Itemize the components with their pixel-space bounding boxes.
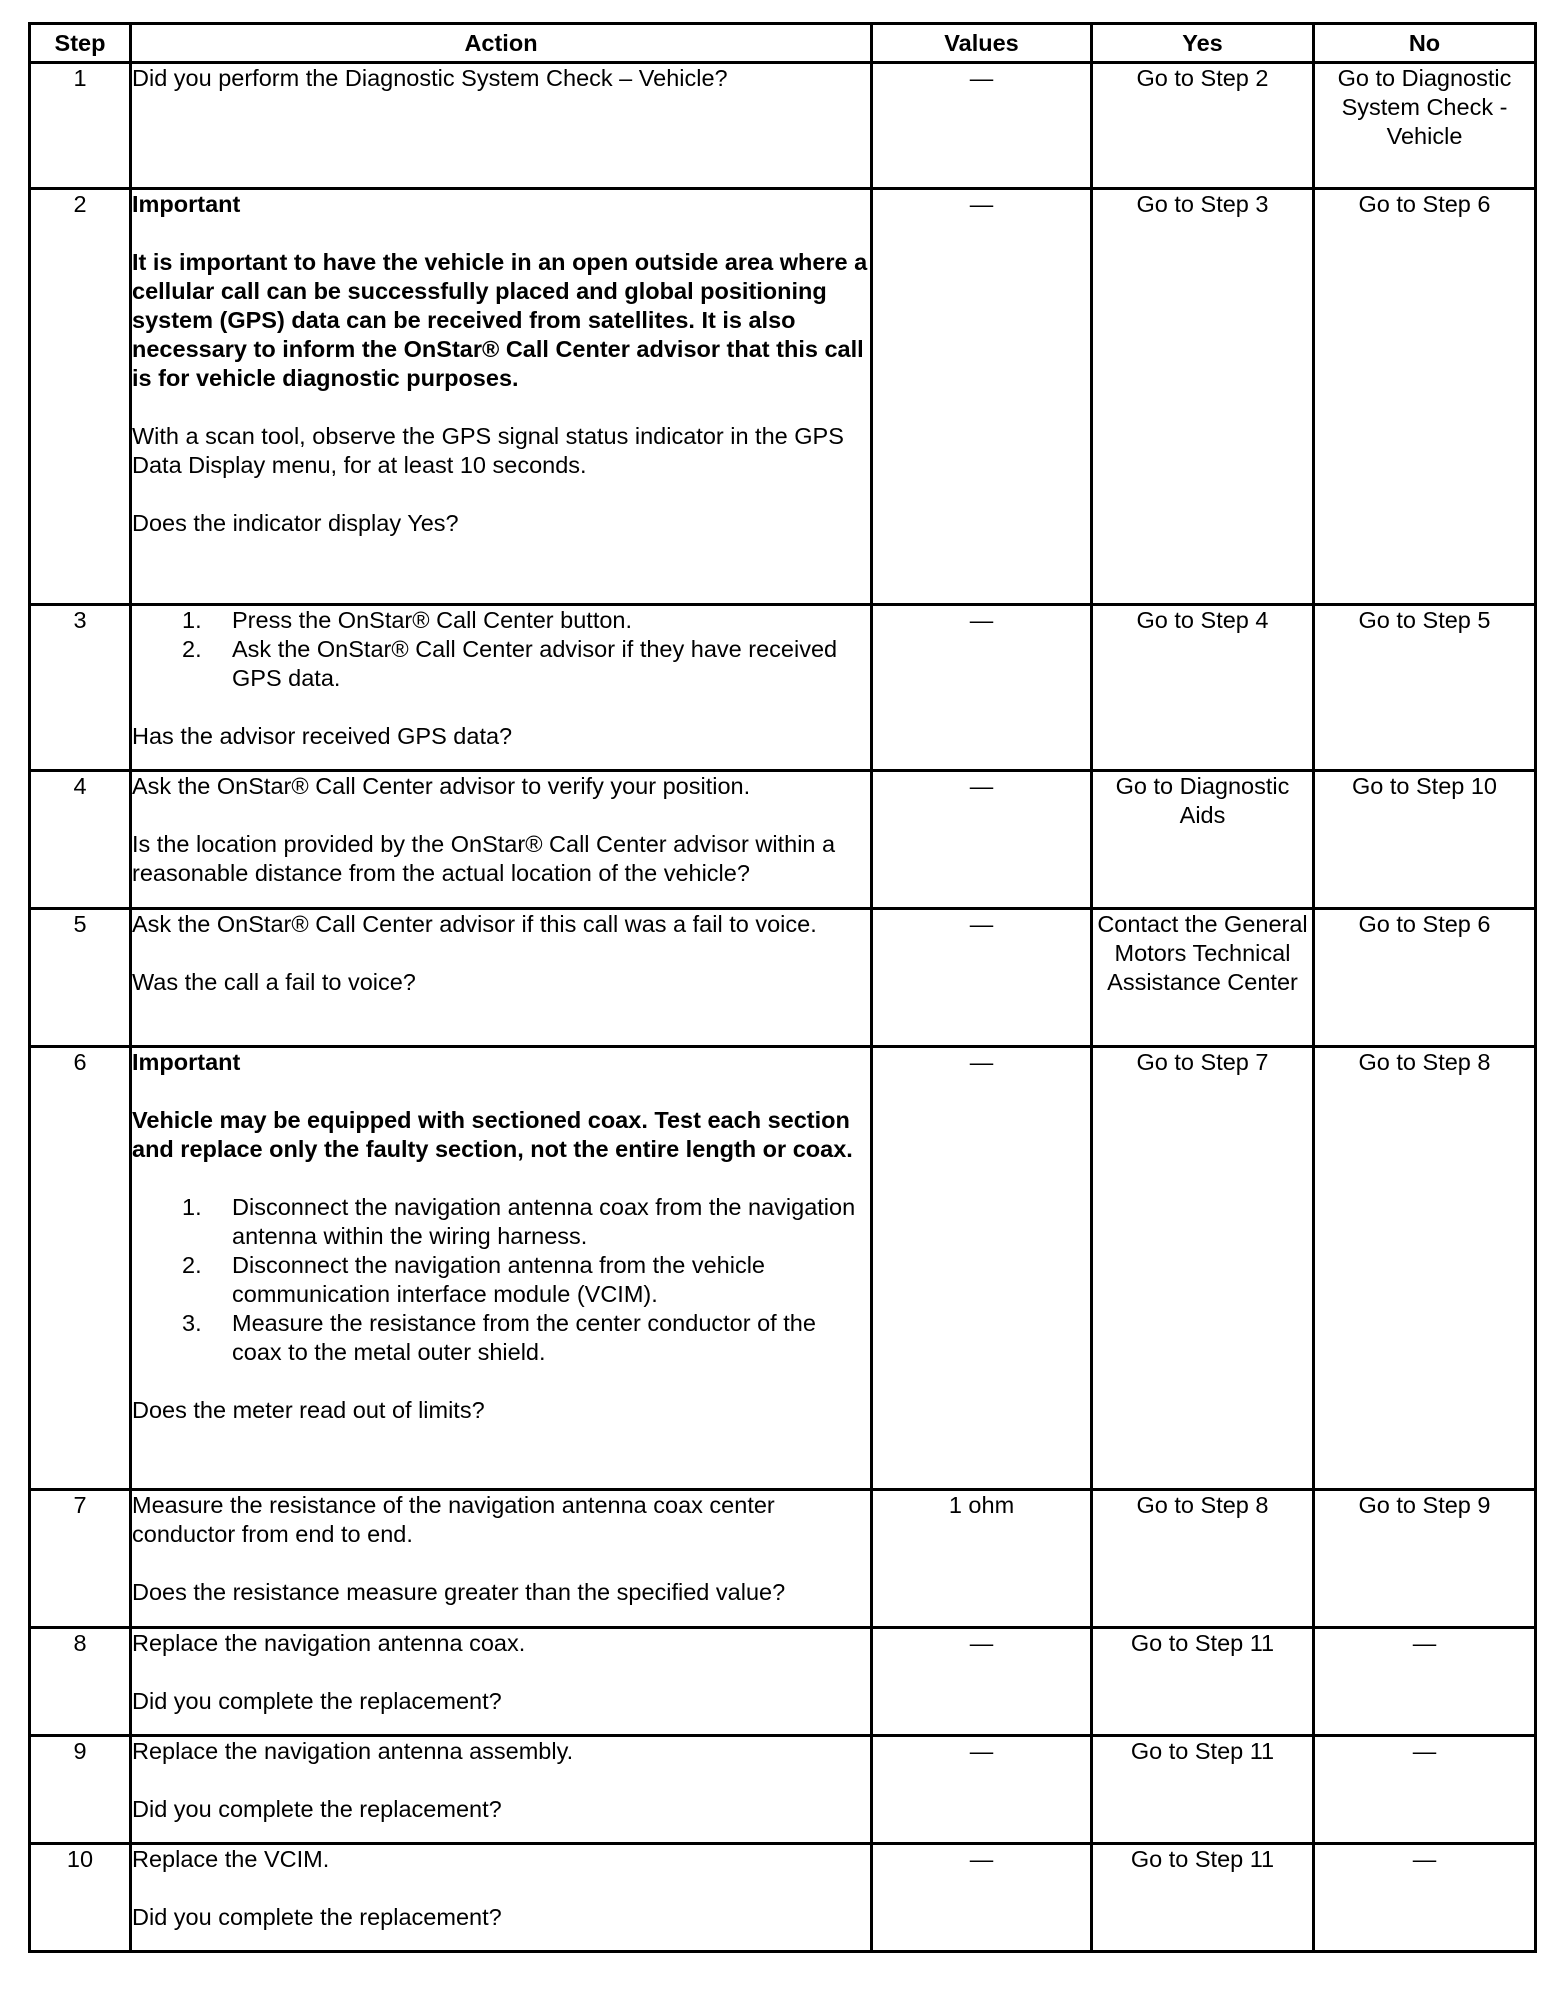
action-cell [131, 909, 872, 1047]
values-cell: — [872, 1628, 1092, 1736]
values-cell: — [872, 909, 1092, 1047]
yes-cell: Go to Step 8 [1092, 1490, 1314, 1628]
list-item-text: Disconnect the navigation antenna from the vehicle communication interface module (VCIM). [232, 1252, 765, 1307]
header-action: Action [131, 24, 872, 63]
values-cell: — [872, 63, 1092, 189]
instruction-text: Measure the resistance of the navigation antenna coax center conductor from end to end. [132, 1492, 775, 1547]
instruction-text: Replace the navigation antenna assembly. [132, 1738, 574, 1764]
important-text: It is important to have the vehicle in an open outside area where a cellular call can be successfully placed and global positioning system (GPS) data can be received from satellites. It is also necessary to inform the OnStar® Call Center advisor that this call is for vehicle diagnostic purposes. [132, 249, 868, 391]
table-row [30, 605, 1536, 771]
header-yes: Yes [1092, 24, 1314, 63]
question-text: Did you complete the replacement? [132, 1796, 502, 1822]
list-item: 3. Measure the resistance from the center conductor of the coax to the metal outer shield. [182, 1310, 816, 1365]
header-step: Step [30, 24, 131, 63]
instruction-text: Replace the navigation antenna coax. [132, 1630, 526, 1656]
list-item-text: Ask the OnStar® Call Center advisor if they have received GPS data. [232, 636, 838, 691]
values-cell: 1 ohm [872, 1490, 1092, 1628]
instruction-text: Ask the OnStar® Call Center advisor if this call was a fail to voice. [132, 911, 817, 937]
question-text: Did you perform the Diagnostic System Check – Vehicle? [132, 65, 728, 91]
header-no: No [1314, 24, 1536, 63]
question-text: Does the indicator display Yes? [132, 510, 459, 536]
no-cell: Go to Step 10 [1314, 771, 1536, 909]
action-cell [131, 1844, 872, 1952]
table-row [30, 1844, 1536, 1952]
list-item-text: Measure the resistance from the center conductor of the coax to the metal outer shield. [232, 1310, 816, 1365]
values-cell: — [872, 771, 1092, 909]
no-cell: — [1314, 1844, 1536, 1952]
header-values: Values [872, 24, 1092, 63]
question-text: Was the call a fail to voice? [132, 969, 416, 995]
yes-cell: Go to Step 11 [1092, 1736, 1314, 1844]
table-row [30, 189, 1536, 605]
question-text: Did you complete the replacement? [132, 1904, 502, 1930]
step-number: 10 [30, 1844, 131, 1952]
step-number: 9 [30, 1736, 131, 1844]
table-row [30, 1490, 1536, 1628]
no-cell: Go to Step 6 [1314, 189, 1536, 605]
procedure-list [132, 1193, 870, 1367]
step-number: 6 [30, 1047, 131, 1490]
yes-cell: Go to Step 11 [1092, 1628, 1314, 1736]
table-row [30, 1736, 1536, 1844]
no-cell: Go to Step 6 [1314, 909, 1536, 1047]
action-cell [131, 605, 872, 771]
table-row [30, 1628, 1536, 1736]
no-cell: — [1314, 1628, 1536, 1736]
list-item: 1. Press the OnStar® Call Center button. [182, 607, 633, 633]
yes-cell: Go to Step 7 [1092, 1047, 1314, 1490]
instruction-text: Replace the VCIM. [132, 1846, 330, 1872]
values-cell: — [872, 1047, 1092, 1490]
list-item: 2. Disconnect the navigation antenna from the vehicle communication interface module (VCIM). [182, 1252, 765, 1307]
table-row [30, 771, 1536, 909]
values-cell: — [872, 1844, 1092, 1952]
question-text: Is the location provided by the OnStar® Call Center advisor within a reasonable distance from the actual location of the vehicle? [132, 831, 836, 886]
action-cell [131, 63, 872, 189]
header-row [30, 24, 1536, 63]
yes-cell: Contact the General Motors Technical Assistance Center [1092, 909, 1314, 1047]
list-item: 1. Disconnect the navigation antenna coax from the navigation antenna within the wiring harness. [182, 1194, 856, 1249]
list-item-text: Press the OnStar® Call Center button. [232, 607, 633, 633]
yes-cell: Go to Diagnostic Aids [1092, 771, 1314, 909]
no-cell: Go to Step 5 [1314, 605, 1536, 771]
values-cell: — [872, 605, 1092, 771]
important-label: Important [132, 1049, 241, 1075]
values-cell: — [872, 189, 1092, 605]
yes-cell: Go to Step 4 [1092, 605, 1314, 771]
instruction-text: With a scan tool, observe the GPS signal status indicator in the GPS Data Display menu, for at least 10 seconds. [132, 423, 844, 478]
list-item-text: Disconnect the navigation antenna coax from the navigation antenna within the wiring harness. [232, 1194, 856, 1249]
no-cell: — [1314, 1736, 1536, 1844]
action-cell [131, 1628, 872, 1736]
step-number: 5 [30, 909, 131, 1047]
step-number: 7 [30, 1490, 131, 1628]
step-number: 8 [30, 1628, 131, 1736]
values-cell: — [872, 1736, 1092, 1844]
action-cell [131, 189, 872, 605]
yes-cell: Go to Step 11 [1092, 1844, 1314, 1952]
question-text: Does the meter read out of limits? [132, 1397, 485, 1423]
action-cell [131, 1736, 872, 1844]
no-cell: Go to Diagnostic System Check - Vehicle [1314, 63, 1536, 189]
step-number: 3 [30, 605, 131, 771]
question-text: Has the advisor received GPS data? [132, 723, 513, 749]
action-cell [131, 1047, 872, 1490]
important-text: Vehicle may be equipped with sectioned coax. Test each section and replace only the faulty section, not the entire length or coax. [132, 1107, 853, 1162]
yes-cell: Go to Step 3 [1092, 189, 1314, 605]
important-label: Important [132, 191, 241, 217]
step-number: 2 [30, 189, 131, 605]
step-number: 4 [30, 771, 131, 909]
yes-cell: Go to Step 2 [1092, 63, 1314, 189]
question-text: Did you complete the replacement? [132, 1688, 502, 1714]
table-row [30, 1047, 1536, 1490]
table-row [30, 63, 1536, 189]
question-text: Does the resistance measure greater than the specified value? [132, 1579, 786, 1605]
no-cell: Go to Step 9 [1314, 1490, 1536, 1628]
action-cell [131, 771, 872, 909]
table-row [30, 909, 1536, 1047]
diagnostic-table [28, 22, 1537, 1953]
no-cell: Go to Step 8 [1314, 1047, 1536, 1490]
action-cell [131, 1490, 872, 1628]
instruction-text: Ask the OnStar® Call Center advisor to verify your position. [132, 773, 751, 799]
list-item: 2. Ask the OnStar® Call Center advisor if they have received GPS data. [182, 636, 838, 691]
procedure-list [132, 606, 870, 693]
step-number: 1 [30, 63, 131, 189]
